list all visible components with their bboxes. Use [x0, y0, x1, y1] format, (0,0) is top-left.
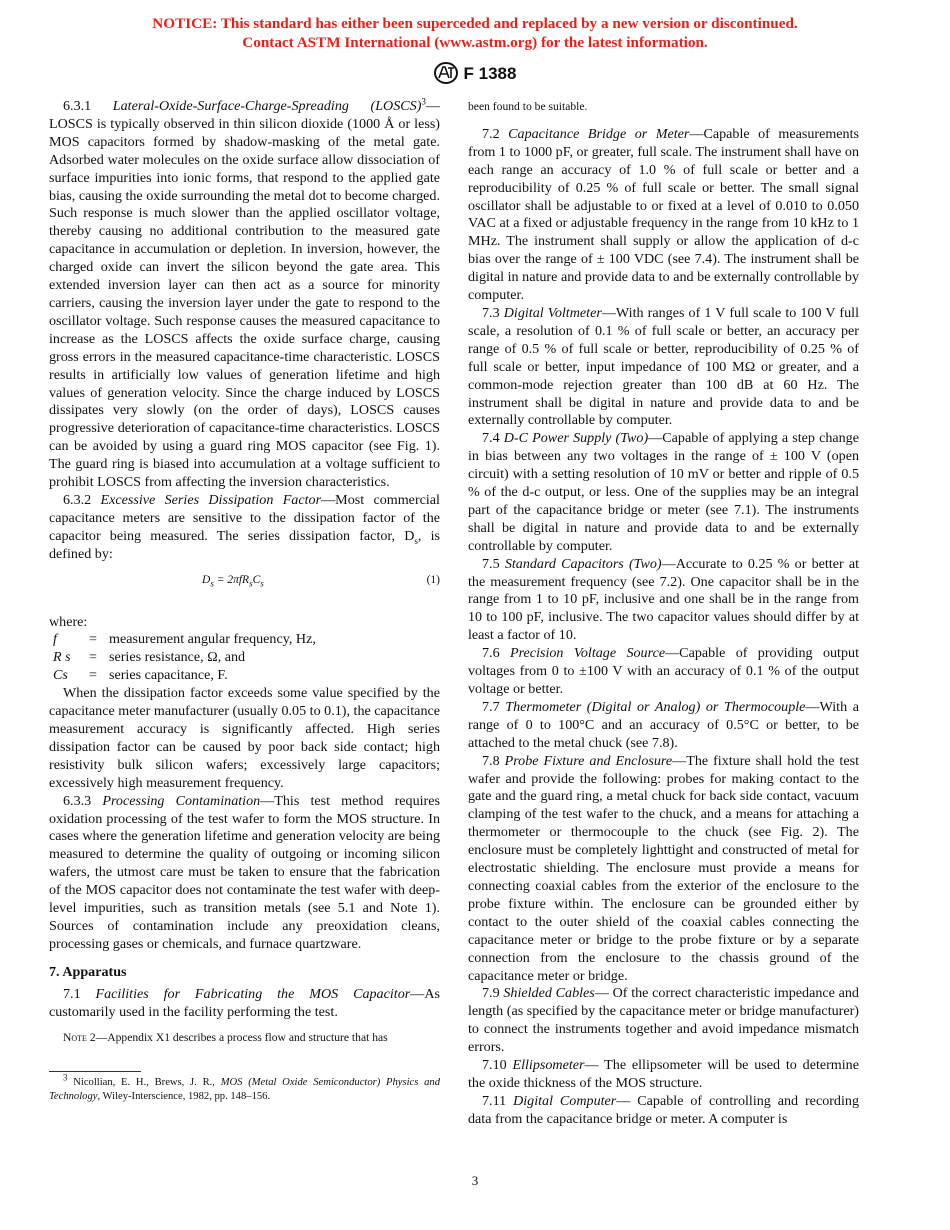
para-number: 7.10 — [482, 1057, 507, 1074]
para-7-11 — [468, 1093, 859, 1129]
para-6-3-3 — [49, 793, 440, 954]
para-7-10 — [468, 1057, 859, 1093]
definition-row: Cs = series capacitance, F. — [53, 667, 228, 684]
para-body: —As customarily used in the facility performing the test. — [49, 985, 440, 1020]
para-7-7 — [468, 699, 859, 753]
para-title: Excessive Series Dissipation Factor — [100, 491, 322, 508]
para-dissipation: When the dissipation factor exceeds some value specified by the capacitance meter manufacturer (usually 0.05 to 0.1), the capacitance measurement accuracy is significantly affected. High series dissipation factor can be caused by poor back side contact; high resistivity bulk silicon wafers; excessively large capacitors; excessively high measurement frequency. — [49, 685, 440, 791]
para-body: —Capable of measurements from 1 to 1000 pF, or greater, full scale. The instrument shall have on each range an accuracy of 1.0 % of full scale or better and a reproducibility of 0.25 % of full scale or better. The small signal oscillator shall be adjustable to or fixed at a level of 0.010 to 0.050 VAC at a fixed or adjustable frequency in the range from 10 kHz to 1 MHz. The instrument shall supply or allow the application of d-c bias over the range of ± 100 VDC (see 7.4). The instrument shall be digital in nature and provide data to and be externally controllable by computer. — [468, 125, 860, 304]
para-title: Lateral-Oxide-Surface-Charge-Spreading (LOSCS) — [112, 98, 422, 114]
note-continuation: been found to be suitable. — [468, 100, 588, 113]
equation-expression: $D_s = 2\pi fR_sC_s$ — [202, 573, 264, 588]
para-number: 7.4 — [482, 430, 500, 447]
footnote-ref: 3 — [421, 96, 426, 107]
para-7-2 — [468, 126, 859, 305]
para-7-1 — [49, 986, 440, 1022]
astm-logo-icon — [434, 62, 458, 90]
para-body: —With ranges of 1 V full scale to 100 V full scale, a resolution of 0.1 % of full scale or better, an accuracy per range of 0.5 % of full scale or better, reproducibility of 0.25 % of full scale or better, input impedance of 100 MΩ or greater, and a common-mode rejection greater than 100 dB at 60 Hz. The instrument shall be digital in nature and provide data to and be externally controllable by computer. — [468, 304, 860, 429]
definition-row: f = measurement angular frequency, Hz, — [53, 631, 316, 648]
definition-row: R s = series resistance, Ω, and — [53, 649, 246, 666]
designation: F 1388 — [463, 64, 517, 83]
para-number: 7.9 — [482, 985, 500, 1002]
para-7-4 — [468, 430, 859, 555]
document-header — [0, 62, 950, 90]
para-body: — Capable of controlling and recording data from the capacitance bridge or meter. A computer is — [468, 1092, 859, 1127]
para-number: 7.8 — [482, 752, 500, 769]
notice-banner — [0, 14, 950, 52]
para-body: — The ellipsometer will be used to determine the oxide thickness of the MOS structure. — [468, 1057, 859, 1091]
where-label: where: — [49, 613, 88, 630]
para-title: Probe Fixture and Enclosure — [504, 752, 673, 769]
para-number: 7.11 — [482, 1092, 507, 1109]
notice-line-2: Contact ASTM International (www.astm.org) for the latest information. — [242, 34, 708, 51]
apparatus-list — [468, 126, 859, 1129]
note-2 — [49, 1030, 440, 1045]
para-title: Digital Computer — [513, 1092, 617, 1109]
para-title: Standard Capacitors (Two) — [504, 555, 662, 572]
para-number: 6.3.1 — [63, 98, 92, 114]
para-number: 7.5 — [482, 555, 500, 572]
para-number: 7.7 — [482, 698, 500, 715]
para-title: Facilities for Fabricating the MOS Capacitor — [95, 985, 411, 1002]
page-number: 3 — [471, 1173, 479, 1188]
para-number: 7.6 — [482, 645, 500, 662]
para-7-5 — [468, 556, 859, 646]
para-title: Precision Voltage Source — [509, 645, 666, 662]
para-title: Shielded Cables — [503, 985, 595, 1002]
subscript: s — [414, 535, 418, 546]
para-title: Thermometer (Digital or Analog) or Thermocouple — [505, 698, 806, 715]
para-body: —Capable of providing output voltages from 0 to ±100 V with an accuracy of 0.1 % of the output voltage or better. — [468, 645, 859, 697]
definition-list — [53, 631, 440, 685]
para-body: — Of the correct characteristic impedance and length (as specified by the capacitance meter or bridge manufacturer) to connect the instruments together and avoid impedance mismatch errors. — [468, 985, 859, 1056]
para-6-3-1 — [49, 98, 440, 492]
para-title: Ellipsometer — [512, 1057, 585, 1074]
para-number: 7.3 — [482, 304, 500, 321]
para-number: 6.3.2 — [63, 491, 92, 508]
para-body: —The fixture shall hold the test wafer and provide the following: probes for making contact to the gate and the guard ring, a metal chuck for back side contact, vacuum clamping of the test wafer to the chuck, and a means for attaching a thermometer or thermocouple to the chuck (see Fig. 2). The enclosure must be completely lighttight and constructed of metal for electrostatic shielding. The enclosure must provide a means for connecting coaxial cables from the exterior of the enclosure to the probe fixture within. The enclosure can be grounded either by contact to the outer shield of the coaxial cables connecting the capacitance meter or bridge to the probe fixture or by a separate connection from the enclosure to the chassis ground of the capacitance meter or bridge. — [468, 752, 859, 984]
left-column — [49, 98, 440, 1104]
para-number: 7.1 — [63, 985, 81, 1002]
footnote-3: $^3$ Nicollian, E. H., Brews, J. R., MOS (Metal Oxide Semiconductor) Physics and Technology, Wiley-Interscience, 1982, pp. 148–156. — [49, 1071, 441, 1102]
section-heading: 7. Apparatus — [49, 963, 127, 980]
para-6-3-2 — [49, 492, 440, 564]
para-7-3 — [468, 305, 859, 430]
para-body: —LOSCS is typically observed in thin silicon dioxide (1000 Å or less) MOS capacitors formed by shadow-masking of the metal gate. Adsorbed water molecules on the oxide surface allow dissociation of surface impurities into ionic forms, that respond to the applied gate bias, causing the oxide surrounding the metal dot to become charged. Such response is much slower than the applied oscillator voltage, thereby causing no additional contribution to the measured gate capacitance in accumulation or depletion. In inversion, however, the charged oxide can invert the silicon beyond the gate area. This extended inversion layer can then act as a source for minority carriers, causing the inversion layer under the gate to respond to the oscillator voltage. Such response causes the measured capacitance to increase as the LOSCS affects the oxide surface charge, causing gross errors in the measured capacitance-time characteristic. LOSCS results in artificially low values of generation lifetime and high values of generation velocity. Since the charge induced by LOSCS dissipates very slowly (on the order of days), LOSCS causes progressive deterioration of capacitance-time characteristics. LOSCS can be avoided by using a guard ring MOS capacitor (see Fig. 1). The guard ring is biased into accumulation at a voltage sufficient to prohibit LOSCS from affecting the inversion characteristics. — [49, 98, 440, 491]
para-body: —With a range of 0 to 100°C and an accuracy of 0.5°C or better, to be attached to the metal chuck (see 7.8). — [468, 698, 859, 751]
equation-1 — [49, 568, 440, 594]
para-number: 7.2 — [482, 125, 500, 142]
para-7-8 — [468, 753, 859, 986]
para-tail: , is defined by: — [49, 527, 440, 562]
para-title: Digital Voltmeter — [503, 304, 602, 321]
note-label: Note — [63, 1030, 87, 1044]
para-body: —Capable of applying a step change in bias between any two voltages in the range of ± 100 V (open circuit) with a setting resolution of 10 mV or better and ripple of 0.5 % of the d-c output, or less. One of the supplies may be an integral part of the capacitance bridge or meter (see 7.1). The instruments shall be digital in nature and provide data to and be externally controllable by computer. — [468, 430, 859, 554]
note-body: 2—Appendix X1 describes a process flow and structure that has — [89, 1030, 388, 1044]
right-column — [468, 98, 859, 1129]
para-title: D-C Power Supply (Two) — [503, 430, 649, 447]
para-body: —Accurate to 0.25 % or better at the measurement frequency (see 7.2). One capacitor shall be in the range from 1 to 10 pF, inclusive and one shall be in the range from 10 to 100 pF, inclusive. The two capacitor values should differ by at least a factor of 10. — [468, 555, 859, 644]
para-title: Processing Contamination — [102, 792, 261, 809]
para-body: —Most commercial capacitance meters are sensitive to the dissipation factor of the capacitor being measured. The series dissipation factor, D — [49, 491, 440, 544]
para-number: 6.3.3 — [63, 792, 92, 809]
para-7-6 — [468, 645, 859, 699]
para-body: —This test method requires oxidation processing of the test wafer to form the MOS structure. In cases where the generation lifetime and generation velocity are being measured to determine the quality of outgoing or incoming silicon wafers, the utmost care must be taken to ensure that the fabrication of the MOS capacitor does not contaminate the test wafer with deep-level impurities, such as transition metals (see 5.1 and Note 1). Sources of contamination include any preoxidation cleans, processing gases or chemicals, and furnace quartzware. — [49, 792, 440, 952]
equation-number: (1) — [426, 573, 440, 586]
para-title: Capacitance Bridge or Meter — [508, 125, 690, 142]
para-7-9 — [468, 985, 859, 1057]
notice-line-1: NOTICE: This standard has either been superceded and replaced by a new version or discontinued. — [152, 15, 798, 32]
